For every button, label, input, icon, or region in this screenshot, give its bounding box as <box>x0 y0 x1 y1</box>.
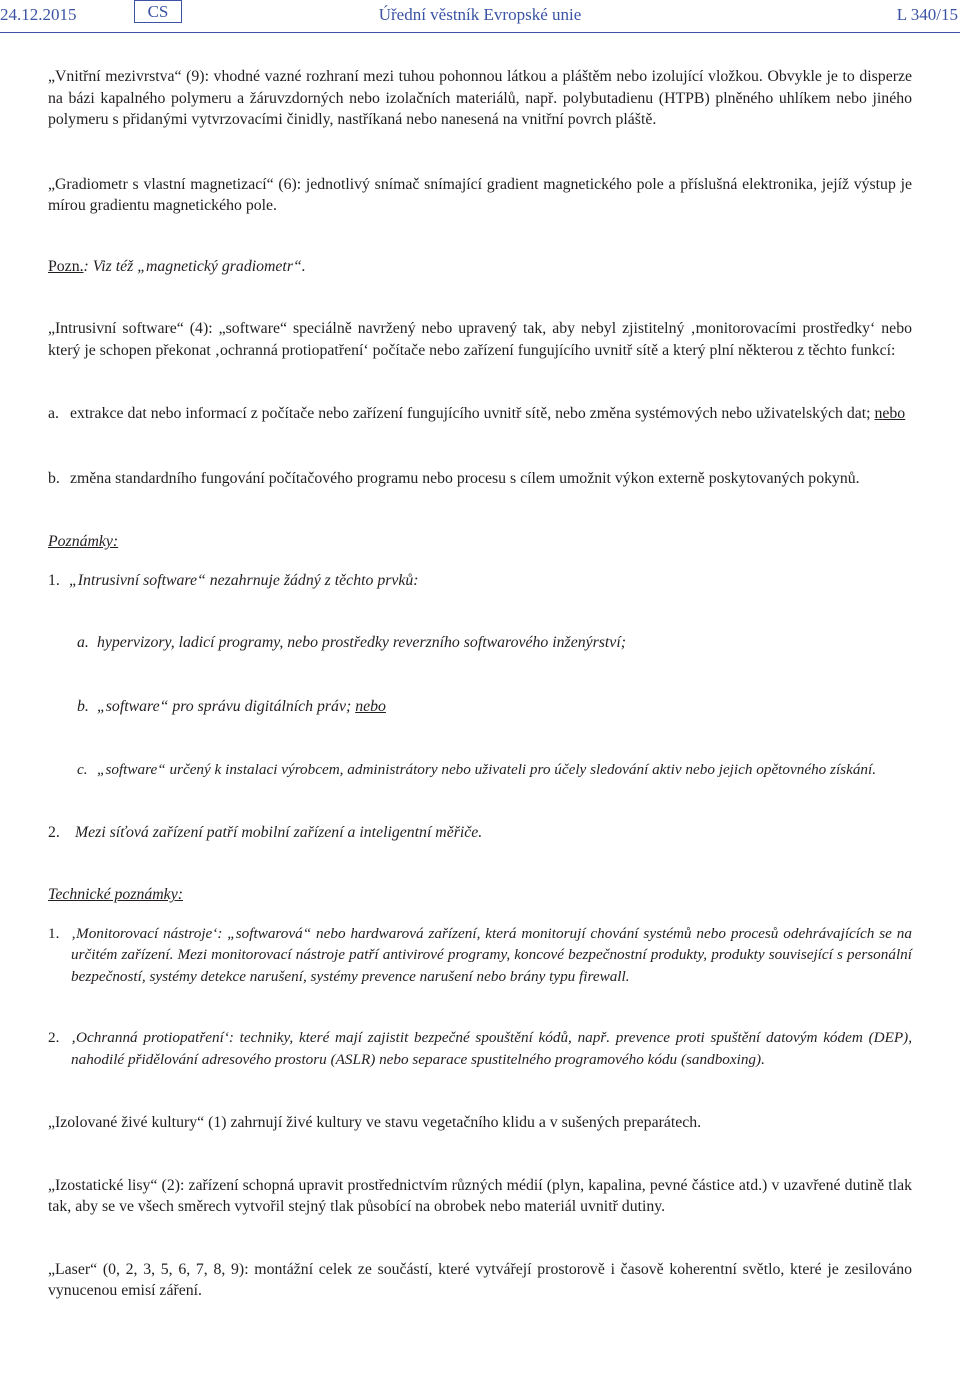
note-item-text: Mezi síťová zařízení patří mobilní zařízení a inteligentní měřiče. <box>75 823 483 841</box>
sub-item-label: b. <box>77 697 89 715</box>
note-item-label: 1. <box>48 571 60 589</box>
note-item-text: „Intrusivní software“ nezahrnuje žádný z těchto prvků: <box>69 571 419 589</box>
sub-item-a <box>77 632 912 654</box>
technical-note-label: 2. <box>48 1029 60 1046</box>
header-date: 24.12.2015 <box>0 5 77 24</box>
technical-note-label: 1. <box>48 924 60 942</box>
definition-izostaticke-lisy: „Izostatické lisy“ (2): zařízení schopná upravit prostřednictvím různých médií (plyn, kapalina, pevné částice atd.) v uzavřené dutině tlak tak, aby se ve všech směrech vytvořil stejný tlak působící na obrobek nebo materiál uvnitř dutiny. <box>48 1176 912 1215</box>
document-body <box>48 66 912 1302</box>
sub-item-c <box>77 759 912 781</box>
sub-item-text: „software“ určený k instalaci výrobcem, administrátory nebo uživateli pro účely sledování aktiv nebo jejich opětovného získání. <box>97 761 877 778</box>
technical-note-2 <box>48 1027 912 1070</box>
list-label: b. <box>48 469 60 487</box>
notes-heading: Poznámky: <box>48 533 119 550</box>
list-label: a. <box>48 405 59 422</box>
sub-item-text: hypervizory, ladicí programy, nebo prostředky reverzního softwarového inženýrství; <box>97 634 626 651</box>
technical-note-text: ‚Ochranná protiopatření‘: techniky, které mají zajistit bezpečné spouštění kódů, např. prevence proti spuštění datovým kódem (DEP), nahodilé přidělování adresového prostoru (ASLR) nebo separace spustitelného programového kódu (sandboxing). <box>71 1029 912 1068</box>
note-item-1 <box>48 570 912 592</box>
sub-item-label: a. <box>77 634 89 651</box>
header-page-reference: L 340/15 <box>896 5 958 24</box>
technical-notes-heading: Technické poznámky: <box>48 886 183 903</box>
sub-item-label: c. <box>77 761 88 778</box>
page-header <box>0 0 960 30</box>
sub-item-b <box>77 696 912 718</box>
list-item-text: extrakce dat nebo informací z počítače nebo zařízení fungujícího uvnitř sítě, nebo změna systémových nebo uživatelských dat; <box>70 405 871 422</box>
note-text: : Viz též „magnetický gradiometr“. <box>83 257 306 275</box>
sub-item-text: „software“ pro správu digitálních práv; <box>97 697 352 715</box>
definition-intrusivni-software: „Intrusivní software“ (4): „software“ speciálně navržený nebo upravený tak, aby nebyl zjistitelný ‚monitorovacími prostředky‘ nebo který je schopen překonat ‚ochranná protiopatření‘ počítače nebo zařízení fungujícího uvnitř sítě a který plní některou z těchto funkcí: <box>48 320 912 359</box>
list-item-text: změna standardního fungování počítačového programu nebo procesu s cílem umožnit výkon externě poskytovaných pokynů. <box>70 469 860 487</box>
definition-izolovane-zive-kultury: „Izolované živé kultury“ (1) zahrnují živé kultury ve stavu vegetačního klidu a v sušených preparátech. <box>48 1114 702 1131</box>
list-item-a <box>48 403 912 425</box>
technical-note-text: ‚Monitorovací nástroje‘: „softwarová“ nebo hardwarová zařízení, která monitorují chování systémů nebo procesů odehrávajících se na určitém zařízení. Mezi monitorovací nástroje patří antivirové programy, koncové bezpečnostní produkty, produkty související s personální bezpečností, systémy detekce narušení, systémy prevence narušení nebo brány typu firewall. <box>71 924 912 985</box>
note-label: Pozn. <box>48 257 84 275</box>
technical-note-1 <box>48 923 912 988</box>
header-journal-title: Úřední věstník Evropské unie <box>378 5 582 24</box>
definition-vnitrni-mezivrstva: „Vnitřní mezivrstva“ (9): vhodné vazné rozhraní mezi tuhou pohonnou látkou a pláštěm nebo izolující vložkou. Obvykle je to disperze na bázi kapalného polymeru a žáruvzdorných nebo izolačních materiálů, např. polybutadienu (HTPB) plněného uhlíkem nebo jiného polymeru s přidanými vytvrzovacími činidly, nastříkaná nebo nanesená na vnitřní povrch pláště. <box>48 68 912 128</box>
list-item-b <box>48 468 912 490</box>
note-gradiometr <box>48 256 912 278</box>
note-item-2 <box>48 822 912 844</box>
header-language-box: CS <box>134 0 182 23</box>
definition-gradiometr: „Gradiometr s vlastní magnetizací“ (6): jednotlivý snímač snímající gradient magnetického pole a příslušná elektronika, jejíž výstup je mírou gradientu magnetického pole. <box>48 175 912 214</box>
note-item-label: 2. <box>48 823 60 841</box>
sub-item-conjunction: nebo <box>355 697 386 715</box>
definition-laser: „Laser“ (0, 2, 3, 5, 6, 7, 8, 9): montážní celek ze součástí, které vytvářejí prostorově i časově koherentní světlo, které je zesilováno vynucenou emisí záření. <box>48 1260 912 1299</box>
list-item-conjunction: nebo <box>874 405 906 422</box>
header-rule <box>0 32 960 33</box>
